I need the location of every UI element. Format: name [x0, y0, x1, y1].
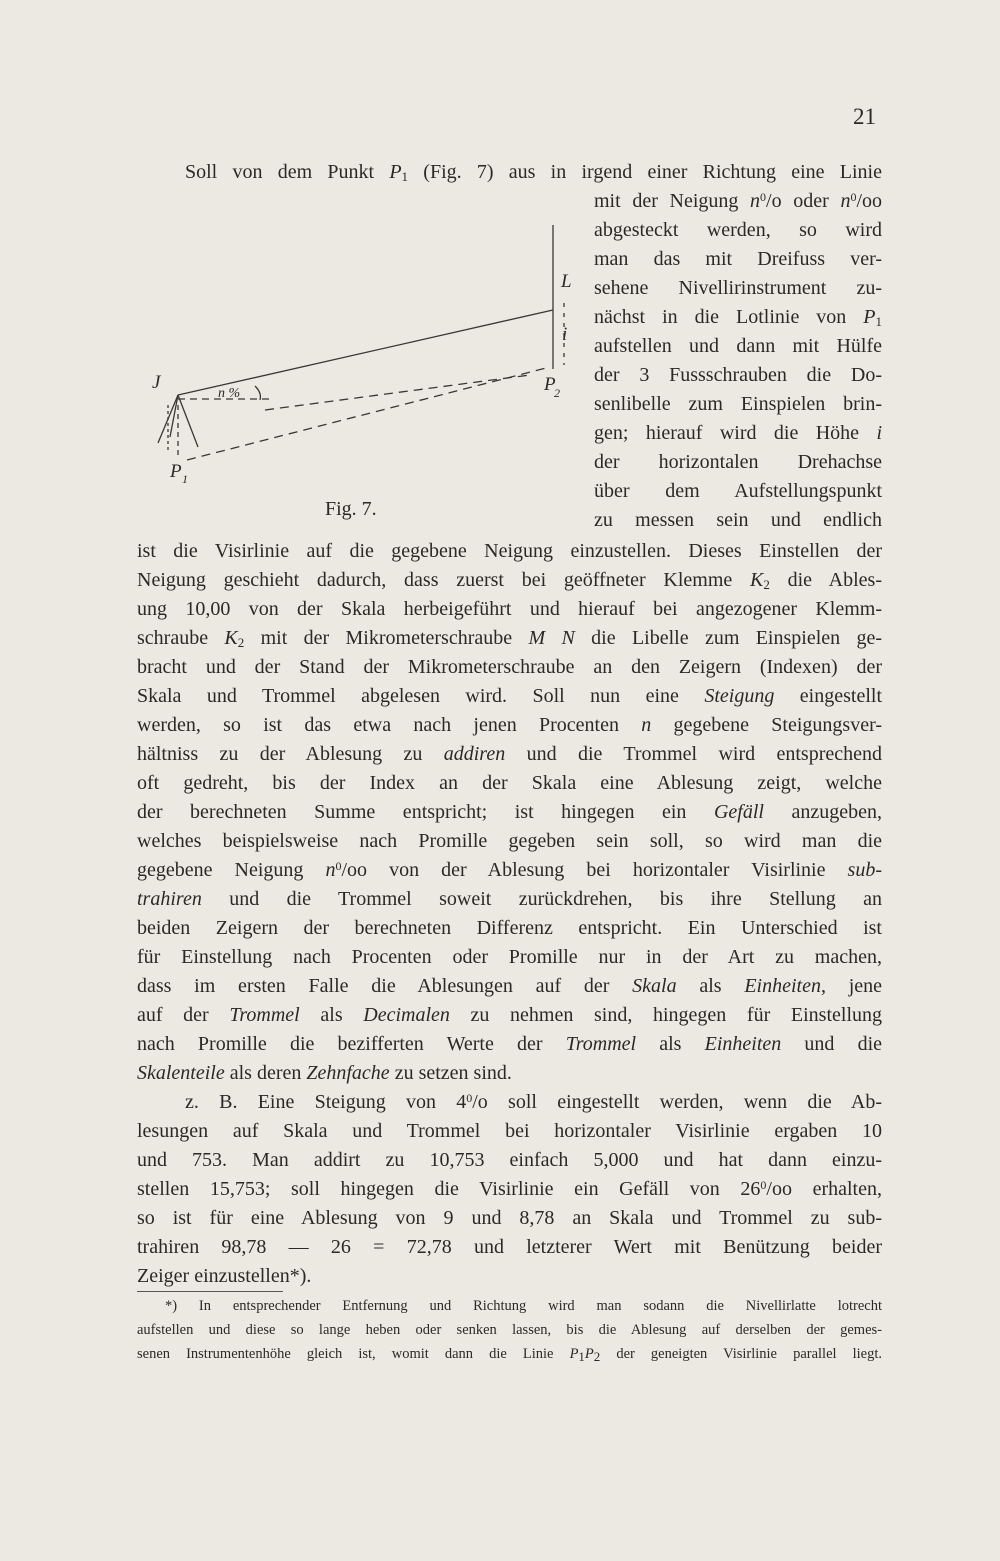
label-P2-sub: 2: [554, 386, 560, 400]
text-line: hältniss zu der Ablesung zu addiren und die Trommel wird entsprechend: [137, 743, 882, 765]
text-line: beiden Zeigern der berechneten Differenz entspricht. Ein Unterschied ist: [137, 917, 882, 939]
page-number: 21: [853, 104, 876, 129]
text-line: Zeiger einzustellen*).: [137, 1265, 312, 1287]
text-line: mit der Neigung $n^0/o$ oder $n^0/oo$: [594, 190, 883, 212]
text-line: zu messen sein und endlich: [594, 509, 882, 531]
footnote-rule: [137, 1291, 283, 1292]
figure-caption: Fig. 7.: [325, 498, 377, 520]
figure-7: [140, 225, 580, 490]
label-i: i: [562, 324, 568, 345]
text-line: für Einstellung nach Procenten oder Promille nur in der Art zu machen,: [137, 946, 882, 968]
text-line: sehene Nivellirinstrument zu-: [594, 277, 882, 299]
text-line: schraube $K_2$ mit der Mikrometerschraube M N die Libelle zum Einspielen ge-: [137, 627, 883, 650]
text-line: welches beispielsweise nach Promille gegeben sein soll, so wird man die: [137, 830, 882, 852]
text-line: der horizontalen Drehachse: [594, 451, 882, 473]
text-line: stellen 15,753; soll hingegen die Visirlinie ein Gefäll von $26^0/oo$ erhalten,: [137, 1178, 882, 1200]
tripod-leg-middle: [170, 395, 178, 437]
text-line: nächst in die Lotlinie von $P_1$: [594, 306, 882, 329]
label-P1: P: [170, 461, 182, 482]
text-line: der 3 Fussschrauben die Do-: [594, 364, 882, 386]
footnote-line: aufstellen und diese so lange heben oder senken lassen, bis die Ablesung auf derselben der gemes-: [137, 1322, 882, 1338]
angle-arc: [255, 386, 260, 400]
tripod-leg-right: [178, 395, 198, 447]
text-line: der berechneten Summe entspricht; ist hingegen ein Gefäll anzugeben,: [137, 801, 882, 823]
text-line: ist die Visirlinie auf die gegebene Neigung einzustellen. Dieses Einstellen der: [137, 540, 882, 562]
text-line: Neigung geschieht dadurch, dass zuerst bei geöffneter Klemme $K_2$ die Ables-: [137, 569, 883, 592]
text-line: ung 10,00 von der Skala herbeigeführt und hierauf bei angezogener Klemm-: [137, 598, 882, 620]
text-line: man das mit Dreifuss ver-: [594, 248, 882, 270]
footnote-line: *) In entsprechender Entfernung und Richtung wird man sodann die Nivellirlatte lotrecht: [165, 1298, 882, 1314]
text-line: gegebene Neigung $n^0/oo$ von der Ablesung bei horizontaler Visirlinie sub-: [137, 859, 882, 881]
label-angle: n %: [218, 386, 241, 401]
text-line: so ist für eine Ablesung von 9 und 8,78 an Skala und Trommel zu sub-: [137, 1207, 882, 1229]
text-line: dass im ersten Falle die Ablesungen auf der Skala als Einheiten, jene: [137, 975, 883, 997]
text-line: trahiren 98,78 — 26 = 72,78 und letzterer Wert mit Benützung beider: [137, 1236, 882, 1258]
text-line: gen; hierauf wird die Höhe i: [594, 422, 882, 444]
text-line: aufstellen und dann mit Hülfe: [594, 335, 882, 357]
text-line: Soll von dem Punkt $P_1$ (Fig. 7) aus in irgend einer Richtung eine Linie: [185, 161, 882, 184]
parallel-dashed-line-upper: [265, 375, 530, 410]
footnote-line: senen Instrumentenhöhe gleich ist, womit dann die Linie $P_1P_2$ der geneigten Visirlinie parallel liegt.: [137, 1346, 882, 1364]
text-line: senlibelle zum Einspielen brin-: [594, 393, 882, 415]
text-line: lesungen auf Skala und Trommel bei horizontaler Visirlinie ergaben 10: [137, 1120, 882, 1142]
label-P2: P: [544, 374, 556, 395]
text-line: und 753. Man addirt zu 10,753 einfach 5,000 und hat dann einzu-: [137, 1149, 882, 1171]
text-line: oft gedreht, bis der Index an der Skala eine Ablesung zeigt, welche: [137, 772, 882, 794]
text-line: werden, so ist das etwa nach jenen Procenten n gegebene Steigungsver-: [137, 714, 882, 736]
text-line: Skala und Trommel abgelesen wird. Soll nun eine Steigung eingestellt: [137, 685, 882, 707]
text-line: trahiren und die Trommel soweit zurückdrehen, bis ihre Stellung an: [137, 888, 882, 910]
text-line: auf der Trommel als Decimalen zu nehmen sind, hingegen für Einstellung: [137, 1004, 882, 1026]
text-line: nach Promille die bezifferten Werte der Trommel als Einheiten und die: [137, 1033, 882, 1055]
inclined-sight-line: [178, 310, 553, 395]
label-L: L: [561, 271, 572, 292]
text-line: über dem Aufstellungspunkt: [594, 480, 882, 502]
text-line: z. B. Eine Steigung von $4^0/o$ soll eingestellt werden, wenn die Ab-: [185, 1091, 882, 1113]
text-line: bracht und der Stand der Mikrometerschraube an den Zeigern (Indexen) der: [137, 656, 882, 678]
label-J: J: [152, 372, 161, 393]
text-line: abgesteckt werden, so wird: [594, 219, 882, 241]
label-P1-sub: 1: [182, 472, 188, 486]
text-line: Skalenteile als deren Zehnfache zu setzen sind.: [137, 1062, 512, 1084]
